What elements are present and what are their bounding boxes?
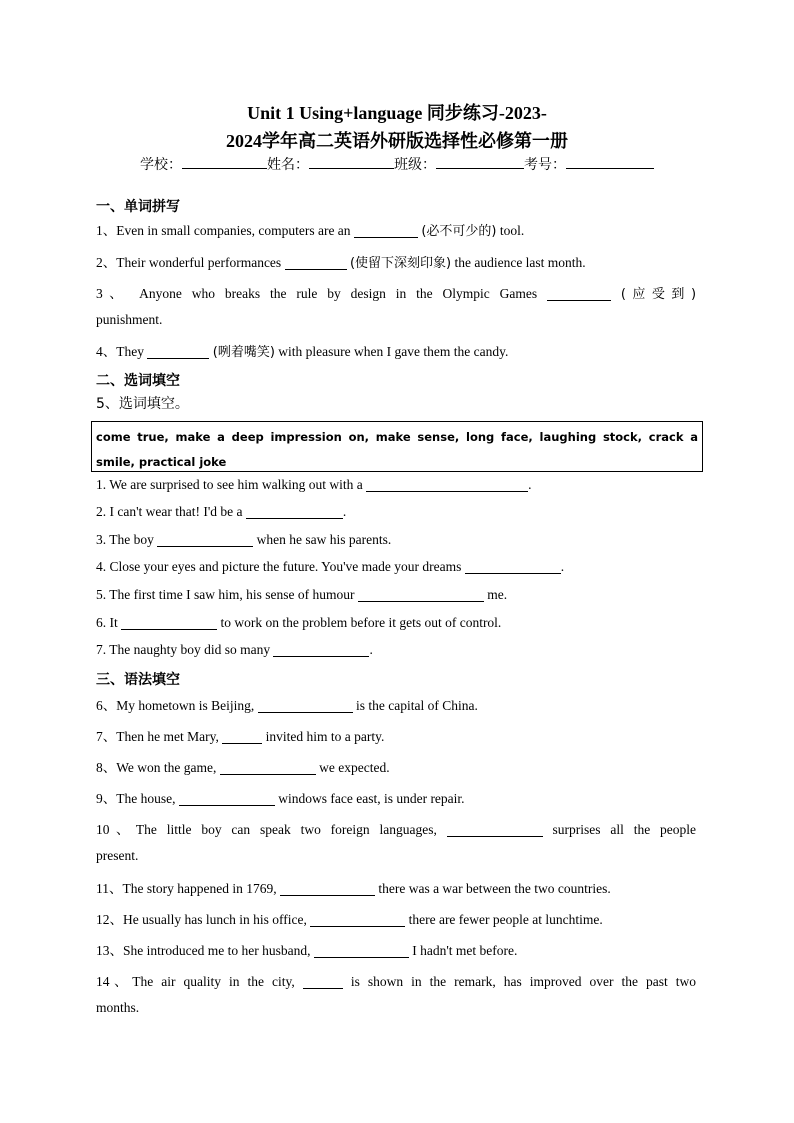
answer-blank[interactable] [157,532,253,547]
question-text: 4、They [96,344,144,359]
chinese-hint: (应受到) [620,287,697,302]
question-text: 9、The house, [96,791,176,806]
section-heading-grammar: 三、语法填空 [96,672,180,688]
answer-blank[interactable] [246,504,343,519]
answer-blank[interactable] [258,698,353,713]
question-text: me. [487,587,508,602]
grammar-item-10 [96,818,696,838]
answer-blank[interactable] [354,223,418,238]
chinese-hint: (必不可少的) [421,224,497,239]
answer-blank[interactable] [179,791,275,806]
school-label: 学校： [140,157,182,173]
question-3 [96,282,696,302]
question-text: 13、She introduced me to her husband, [96,943,311,958]
question-text: 7. The naughty boy did so many [96,642,271,657]
answer-blank[interactable] [465,559,561,574]
word-bank-text: come true, make a deep impression on, make sense, long face, laughing stock, crack a smile, practical joke [96,430,698,469]
answer-blank[interactable] [310,912,405,927]
grammar-item-14 [96,970,696,990]
name-label: 姓名： [267,157,309,173]
title-line-2: 2024学年高二英语外研版选择性必修第一册 [226,131,568,151]
grammar-item-10-continued: present. [96,848,139,863]
question-text: 3、 Anyone who breaks the rule by design in the Olympic Games [96,286,538,301]
question-text: there are fewer people at lunchtime. [408,912,603,927]
question-text: there was a war between the two countries. [378,881,611,896]
question-text: 7、Then he met Mary, [96,729,219,744]
student-info-row [0,154,794,174]
question-text: . [369,642,373,657]
question-text: 4. Close your eyes and picture the future. You've made your dreams [96,559,462,574]
question-text: 12、He usually has lunch in his office, [96,912,307,927]
fill-item-6 [96,615,696,631]
name-field[interactable] [309,154,394,169]
grammar-item-11 [96,877,696,897]
grammar-item-8 [96,756,696,776]
question-text: is shown in the remark, has improved over the past two [350,974,696,989]
answer-blank[interactable] [147,344,209,359]
question-1 [96,219,696,239]
number-label: 考号： [524,157,566,173]
fill-item-7 [96,642,696,658]
fill-item-3 [96,532,696,548]
answer-blank[interactable] [547,286,611,301]
question-3-continued: punishment. [96,312,163,327]
answer-blank[interactable] [314,943,409,958]
question-text: . [560,559,565,574]
question-text: 14、The air quality in the city, [96,974,295,989]
fill-item-1 [96,477,696,493]
question-text: . [342,504,347,519]
answer-blank[interactable] [285,255,347,270]
class-label: 班级： [394,157,436,173]
question-text: I hadn't met before. [412,943,518,958]
question-text: the audience last month. [454,255,586,270]
question-text: surprises all the people [552,822,697,837]
section-heading-spelling: 一、单词拼写 [96,199,180,215]
answer-blank[interactable] [447,822,543,837]
school-field[interactable] [182,154,267,169]
word-bank-box [91,421,703,472]
number-field[interactable] [566,154,654,169]
section-heading-word-choice: 二、选词填空 [96,373,180,389]
fill-item-2 [96,504,696,520]
grammar-item-7 [96,725,696,745]
question-text: we expected. [319,760,390,775]
question-text: 6、My hometown is Beijing, [96,698,255,713]
class-field[interactable] [436,154,524,169]
question-4 [96,340,696,360]
answer-blank[interactable] [280,881,375,896]
grammar-item-6 [96,694,696,714]
question-text: 2、Their wonderful performances [96,255,282,270]
question-text: 5. The first time I saw him, his sense of humour [96,587,355,602]
question-text: 11、The story happened in 1769, [96,881,277,896]
grammar-item-14-continued: months. [96,1000,140,1015]
answer-blank[interactable] [121,615,217,630]
chinese-hint: (使留下深刻印象) [349,256,452,271]
answer-blank[interactable] [222,729,262,744]
question-text: 8、We won the game, [96,760,217,775]
question-text: to work on the problem before it gets out of control. [220,615,502,630]
answer-blank[interactable] [220,760,316,775]
question-text: 1、Even in small companies, computers are an [96,223,351,238]
question-text: is the capital of China. [356,698,478,713]
question-text: 6. It [96,615,118,630]
answer-blank[interactable] [273,642,369,657]
question-text: invited him to a party. [265,729,385,744]
question-5-label: 5、选词填空。 [96,396,189,412]
fill-item-5 [96,587,696,603]
question-text: 10、The little boy can speak two foreign languages, [96,822,437,837]
answer-blank[interactable] [358,587,484,602]
question-2 [96,251,696,271]
question-text: 2. I can't wear that! I'd be a [96,504,243,519]
question-text: . [528,477,532,492]
grammar-item-12 [96,908,696,928]
chinese-hint: (咧着嘴笑) [212,345,275,360]
title-line-1: Unit 1 Using+language 同步练习-2023- [247,103,547,123]
answer-blank[interactable] [366,477,528,492]
question-text: 3. The boy [96,532,154,547]
question-text: with pleasure when I gave them the candy. [278,344,509,359]
grammar-item-13 [96,939,696,959]
fill-item-4 [96,559,696,575]
grammar-item-9 [96,787,696,807]
question-text: when he saw his parents. [256,532,392,547]
question-text: 1. We are surprised to see him walking out with a [96,477,363,492]
question-text: windows face east, is under repair. [278,791,465,806]
question-text: tool. [499,223,525,238]
answer-blank[interactable] [303,974,343,989]
